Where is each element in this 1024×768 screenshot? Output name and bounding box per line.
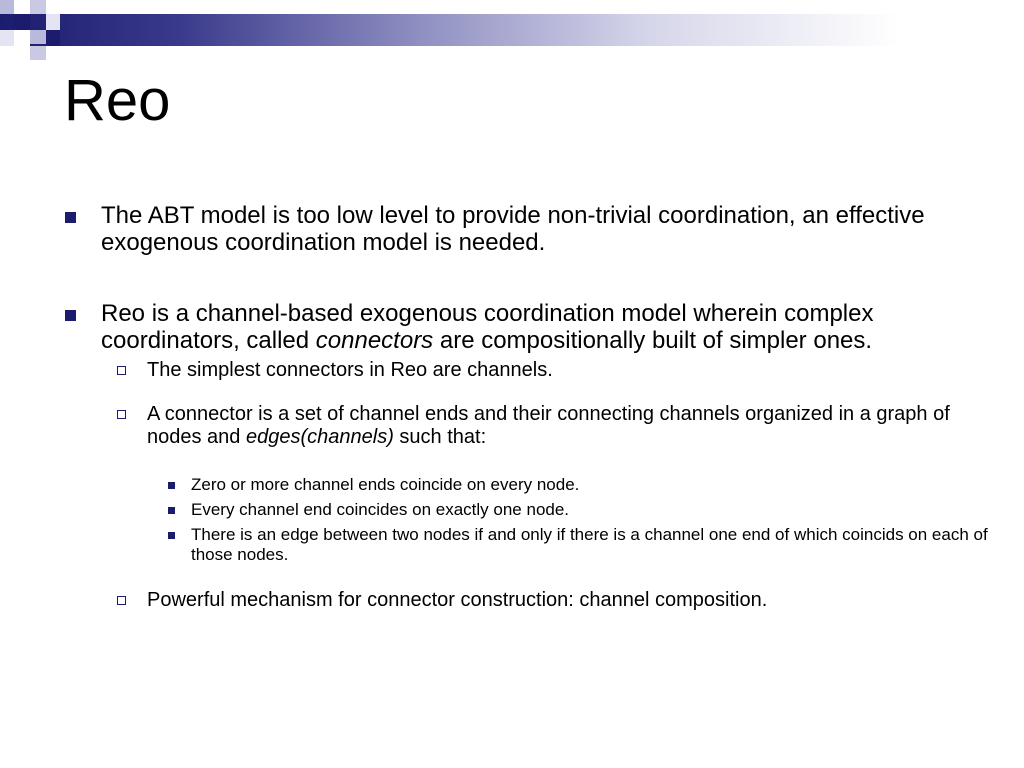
bullet-text: The ABT model is too low level to provide non-trivial coordination, an effective exogenous coordination model is needed. <box>101 202 925 256</box>
small-square-bullet-icon <box>168 482 175 489</box>
hollow-square-bullet-icon <box>117 366 126 375</box>
sub-bullet-text: A connector is a set of channel ends and their connecting channels organized in a graph of nodes and edges(channels) such that: <box>147 403 950 448</box>
bullet-item <box>64 202 994 256</box>
sub-bullet-text: The simplest connectors in Reo are channels. <box>147 359 553 381</box>
decor-square <box>14 30 30 46</box>
decor-square <box>0 30 14 46</box>
slide-title: Reo <box>64 68 171 133</box>
decor-square <box>14 14 30 30</box>
hollow-square-bullet-icon <box>117 410 126 419</box>
sub-bullet-text: Powerful mechanism for connector construction: channel composition. <box>147 589 768 611</box>
decor-square <box>30 30 46 44</box>
decor-square <box>46 30 60 46</box>
sub-sub-bullet-item <box>64 475 994 495</box>
sub-sub-bullet-text: Zero or more channel ends coincide on every node. <box>191 475 580 494</box>
hollow-square-bullet-icon <box>117 596 126 605</box>
decor-square <box>0 0 14 14</box>
sub-sub-bullet-text: Every channel end coincides on exactly one node. <box>191 500 570 519</box>
bullet-text: Reo is a channel-based exogenous coordination model wherein complex coordinators, called connectors are compositionally built of simpler ones. <box>101 300 874 354</box>
sub-sub-bullet-item <box>64 525 994 565</box>
header-band <box>0 14 1024 46</box>
sub-sub-bullet-text: There is an edge between two nodes if and only if there is a channel one end of which coincids on each of those nodes. <box>191 525 988 564</box>
square-bullet-icon <box>65 310 76 321</box>
bullet-item <box>64 300 994 354</box>
emphasis-text: connectors <box>315 327 434 354</box>
small-square-bullet-icon <box>168 532 175 539</box>
decor-square <box>30 0 46 14</box>
sub-bullet-item <box>64 403 994 449</box>
slide-body <box>64 202 994 612</box>
sub-bullet-item <box>64 359 994 382</box>
square-bullet-icon <box>65 212 76 223</box>
sub-bullet-item <box>64 589 994 612</box>
small-square-bullet-icon <box>168 507 175 514</box>
decor-square <box>46 14 60 30</box>
decor-square <box>30 46 46 60</box>
emphasis-text: edges(channels) <box>245 426 394 448</box>
sub-sub-bullet-item <box>64 500 994 520</box>
